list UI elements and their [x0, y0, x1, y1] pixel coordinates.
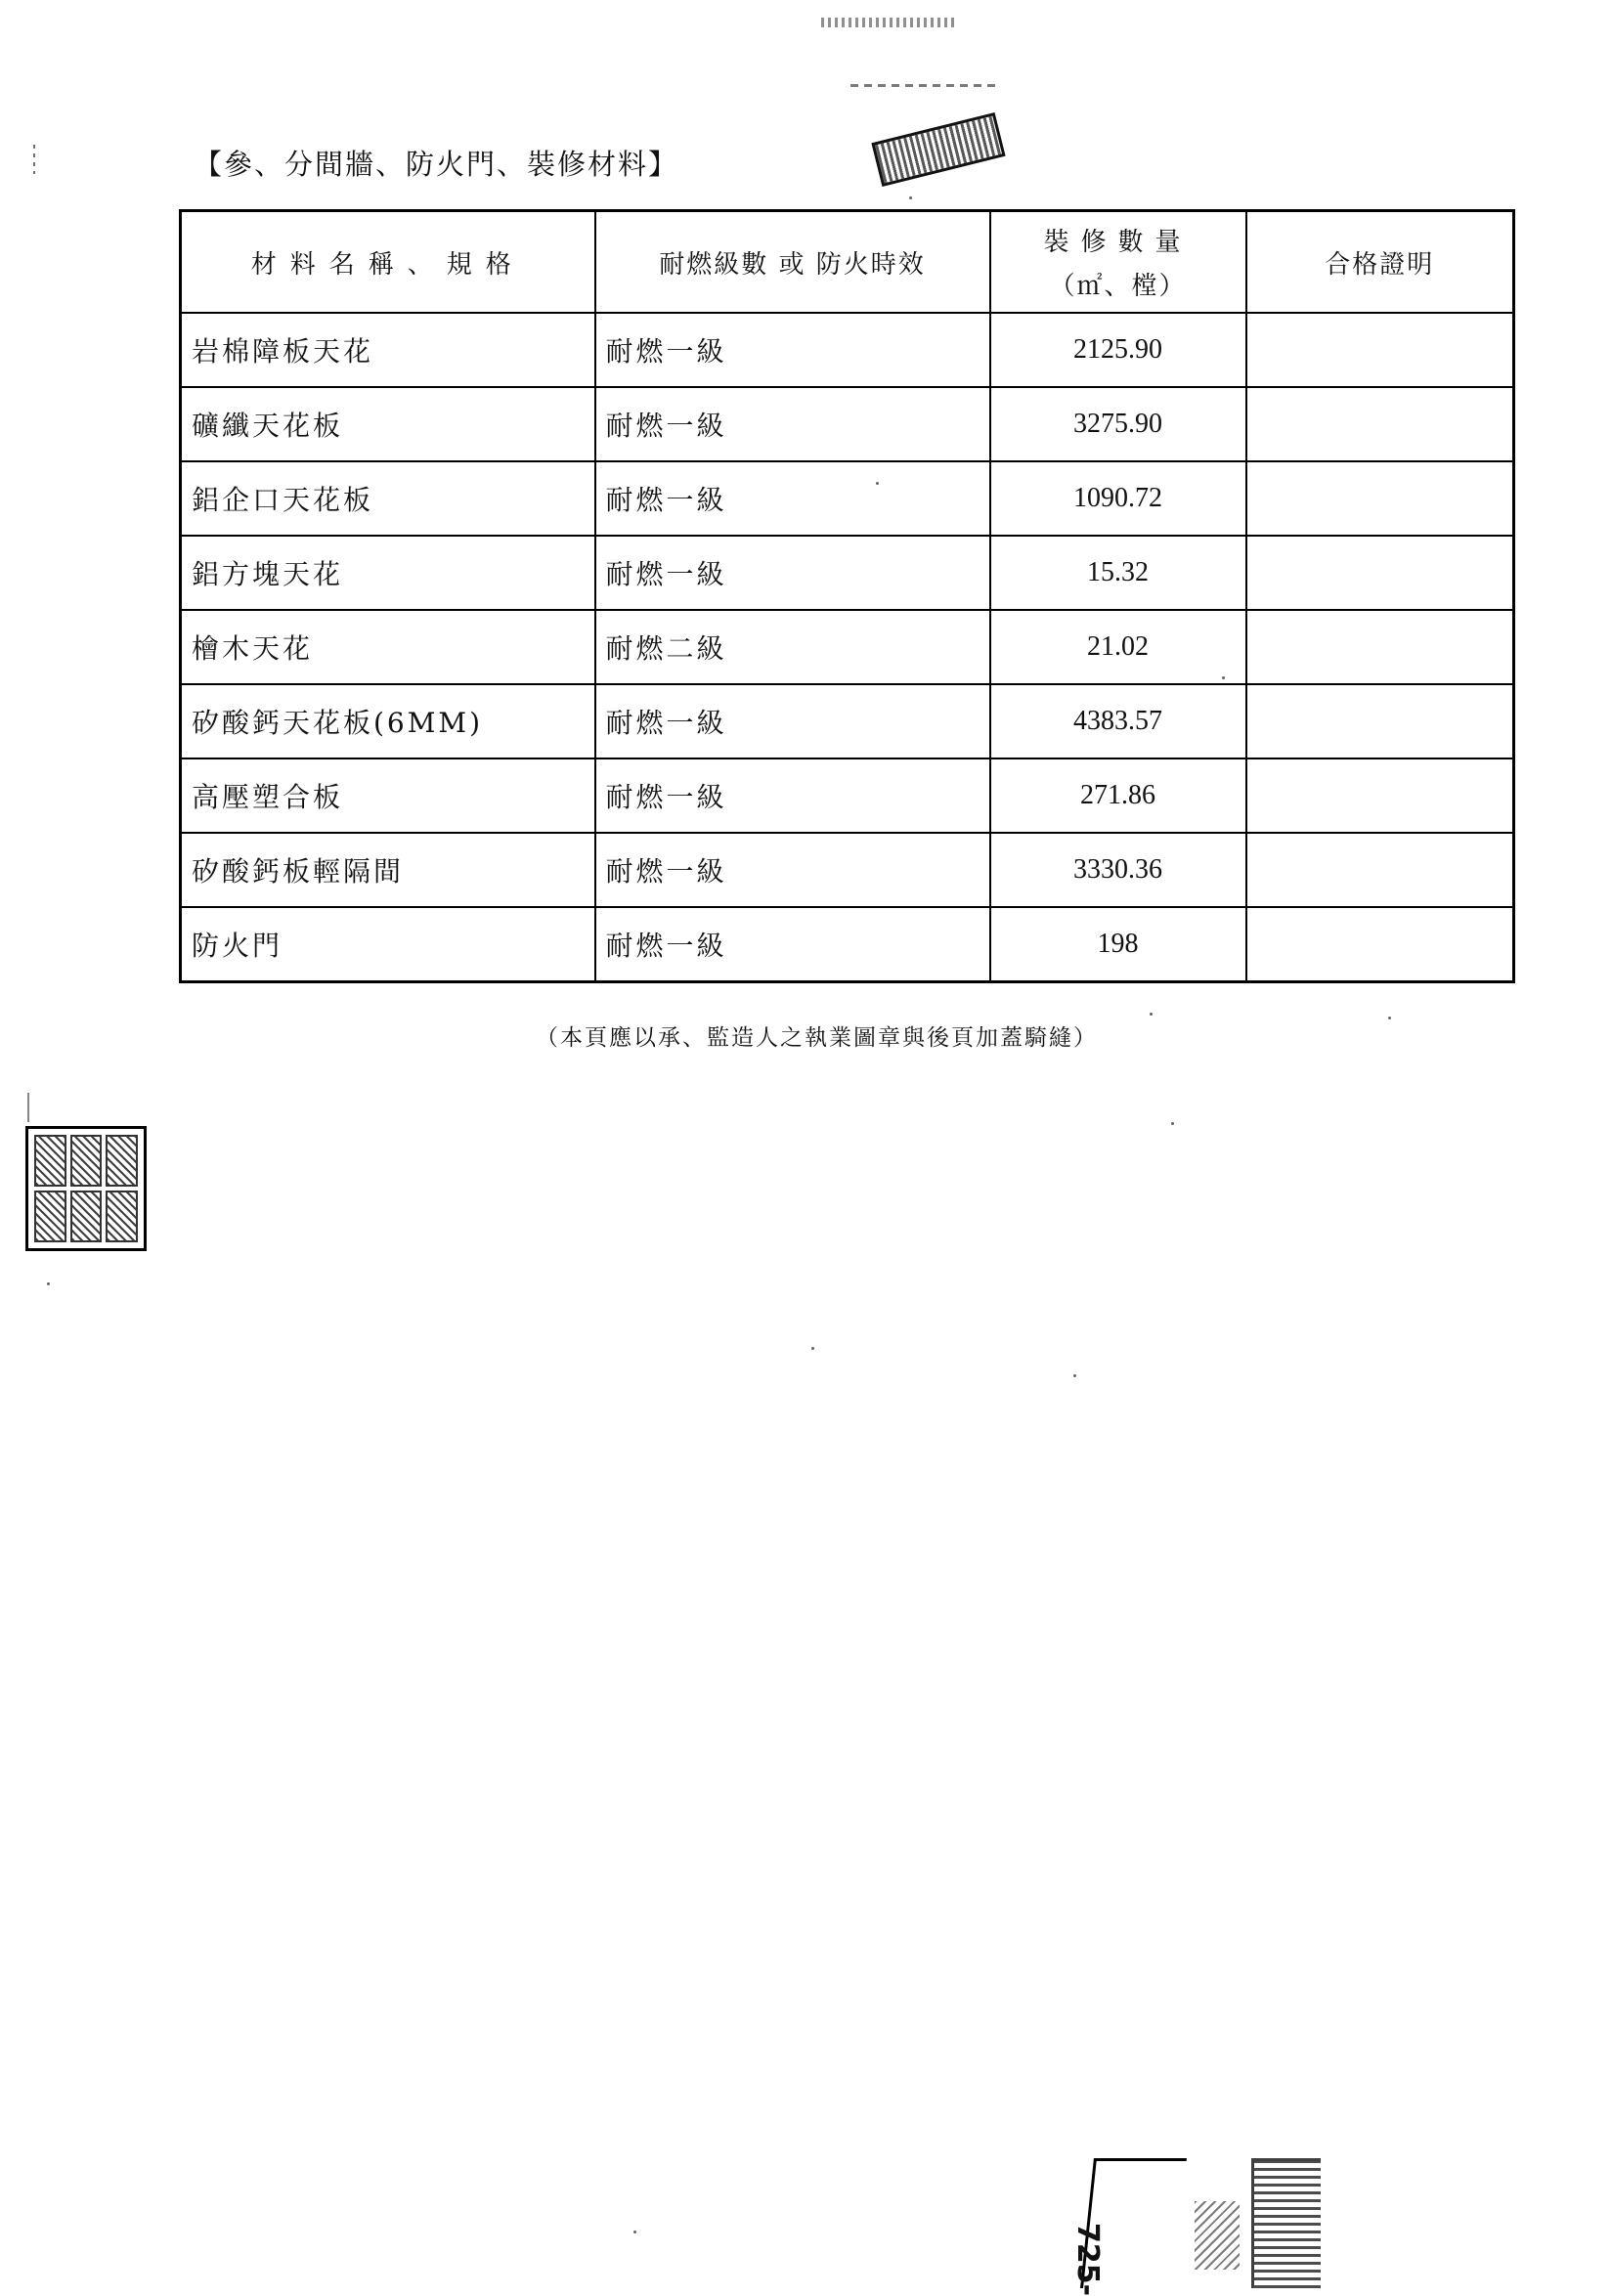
stamp-number: 725-	[1070, 2223, 1105, 2296]
cell-quantity: 4383.57	[990, 684, 1246, 758]
seal-glyph-grid	[34, 1135, 138, 1242]
header-fire-rating: 耐燃級數 或 防火時效	[595, 211, 990, 314]
scan-speck	[909, 196, 912, 199]
cell-certificate	[1246, 313, 1514, 387]
table-row	[181, 313, 1514, 387]
scan-speck	[1222, 676, 1225, 679]
cell-quantity: 1090.72	[990, 461, 1246, 536]
cell-quantity: 2125.90	[990, 313, 1246, 387]
cell-material-name: 岩棉障板天花	[181, 313, 595, 387]
cell-quantity: 15.32	[990, 536, 1246, 610]
cell-material-name: 矽酸鈣天花板(6MM)	[181, 684, 595, 758]
table-row	[181, 907, 1514, 982]
page-footnote: （本頁應以承、監造人之執業圖章與後頁加蓋騎縫）	[536, 1025, 1098, 1051]
cell-fire-rating: 耐燃一級	[595, 758, 990, 833]
cell-material-name: 檜木天花	[181, 610, 595, 684]
table-header-row	[181, 211, 1514, 314]
cell-fire-rating: 耐燃一級	[595, 833, 990, 907]
scan-noise-line	[850, 84, 997, 87]
cell-material-name: 高壓塑合板	[181, 758, 595, 833]
cell-certificate	[1246, 758, 1514, 833]
cell-quantity: 21.02	[990, 610, 1246, 684]
margin-ticks	[33, 145, 35, 174]
cell-quantity: 198	[990, 907, 1246, 982]
cell-certificate	[1246, 907, 1514, 982]
cell-fire-rating: 耐燃一級	[595, 907, 990, 982]
table-row	[181, 536, 1514, 610]
scan-speck	[47, 1282, 50, 1285]
header-quantity-label: 裝修數量	[1043, 228, 1193, 257]
table-row	[181, 833, 1514, 907]
table-row	[181, 684, 1514, 758]
cell-fire-rating: 耐燃一級	[595, 461, 990, 536]
scan-speck	[1388, 1017, 1391, 1019]
seal-glyph	[34, 1191, 66, 1242]
seal-glyph	[70, 1191, 103, 1242]
scan-speck	[1073, 1374, 1076, 1377]
table-row	[181, 610, 1514, 684]
stamp-seal-partial	[1251, 2158, 1321, 2288]
seal-glyph	[106, 1135, 138, 1187]
cell-quantity: 3330.36	[990, 833, 1246, 907]
header-certificate: 合格證明	[1246, 211, 1514, 314]
cell-certificate	[1246, 833, 1514, 907]
header-material-name: 材料名稱、規格	[181, 211, 595, 314]
cell-fire-rating: 耐燃一級	[595, 387, 990, 461]
cell-material-name: 矽酸鈣板輕隔間	[181, 833, 595, 907]
table-row	[181, 387, 1514, 461]
scan-noise-top	[821, 18, 958, 27]
scan-speck	[811, 1347, 814, 1350]
materials-table	[179, 209, 1515, 983]
cell-quantity: 3275.90	[990, 387, 1246, 461]
table-row	[181, 461, 1514, 536]
cell-certificate	[1246, 387, 1514, 461]
cell-material-name: 鋁企口天花板	[181, 461, 595, 536]
bottom-registration-stamp	[1070, 2158, 1322, 2296]
seal-margin-line	[27, 1093, 29, 1122]
cell-fire-rating: 耐燃一級	[595, 313, 990, 387]
cell-quantity: 271.86	[990, 758, 1246, 833]
cell-certificate	[1246, 461, 1514, 536]
scan-speck	[1171, 1122, 1174, 1125]
header-quantity-unit: （㎡、樘）	[1049, 272, 1187, 301]
scan-speck	[633, 2231, 636, 2233]
seal-glyph	[34, 1135, 66, 1187]
cell-material-name: 鋁方塊天花	[181, 536, 595, 610]
cell-material-name: 礦纖天花板	[181, 387, 595, 461]
table-row	[181, 758, 1514, 833]
scan-speck	[1150, 1013, 1153, 1016]
cell-fire-rating: 耐燃一級	[595, 684, 990, 758]
header-quantity	[990, 211, 1246, 314]
cell-material-name: 防火門	[181, 907, 595, 982]
cell-fire-rating: 耐燃一級	[595, 536, 990, 610]
scan-speck	[876, 482, 879, 485]
cell-certificate	[1246, 610, 1514, 684]
cell-certificate	[1246, 536, 1514, 610]
top-stamp-texture	[875, 116, 1002, 184]
section-title: 【參、分間牆、防火門、裝修材料】	[194, 148, 679, 181]
architect-seal	[25, 1126, 147, 1251]
seal-glyph	[106, 1191, 138, 1242]
cell-certificate	[1246, 684, 1514, 758]
stamp-smudge	[1195, 2201, 1240, 2270]
top-stamp-seal	[871, 112, 1005, 187]
seal-glyph	[70, 1135, 103, 1187]
cell-fire-rating: 耐燃二級	[595, 610, 990, 684]
